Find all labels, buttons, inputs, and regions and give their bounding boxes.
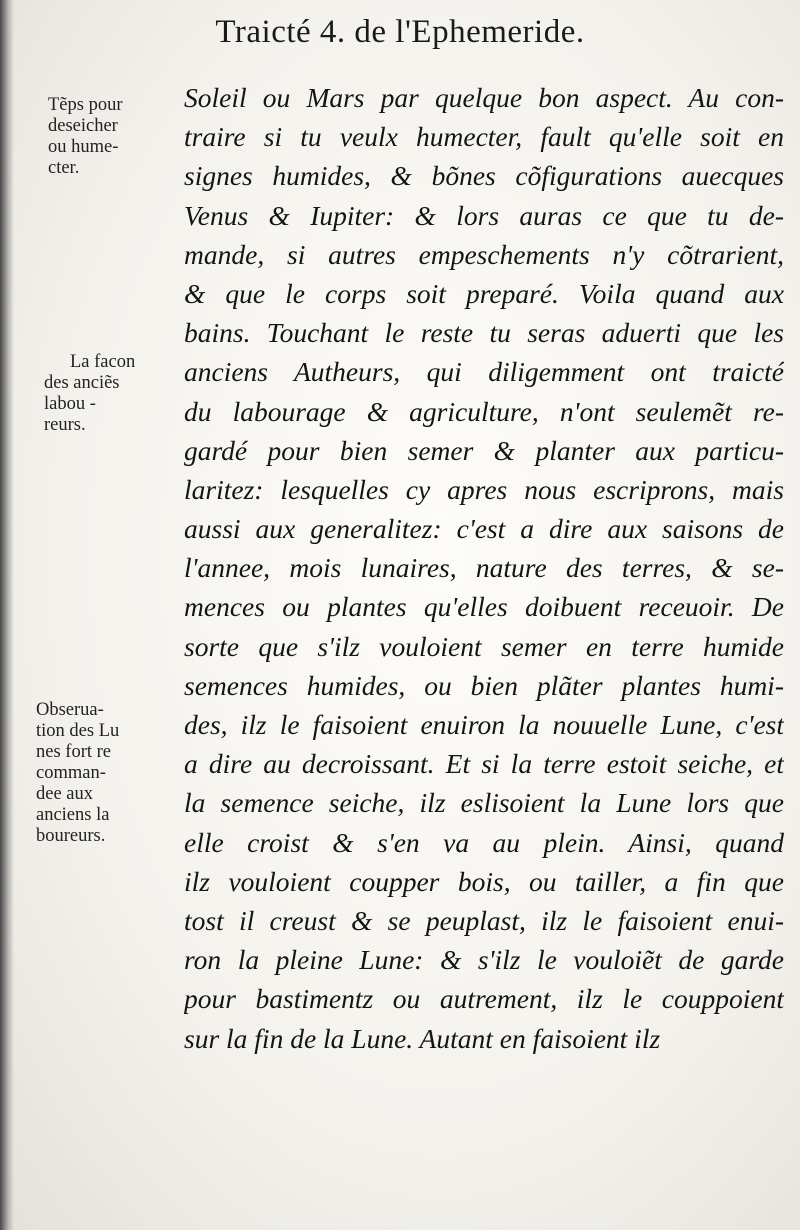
running-head: Traicté 4. de l'Ephemeride. <box>215 14 585 50</box>
text-line: & que le corps soit preparé. Voila quand aux <box>184 277 784 309</box>
margin-note-line: Obserua- <box>36 700 104 720</box>
text-line: anciens Autheurs, qui diligemment ont traicté <box>184 356 784 388</box>
text-line: mences ou plantes qu'elles doibuent receuoir. De <box>184 591 784 623</box>
text-line: la semence seiche, ilz eslisoient la Lune lors que <box>184 787 784 819</box>
margin-note-obseruation <box>36 700 178 847</box>
text-line: signes humides, & bõnes cõfigurations auecques <box>184 160 784 192</box>
text-line: bains. Touchant le reste tu seras aduerti que les <box>184 317 784 349</box>
margin-note-line: dee aux <box>36 784 94 804</box>
text-line: gardé pour bien semer & planter aux particu- <box>184 434 784 466</box>
margin-note-line: deseicher <box>48 116 118 136</box>
margin-note-line: ou hume- <box>48 137 119 157</box>
margin-note-line: nes fort re <box>36 742 111 762</box>
margin-note-line: La facon <box>70 352 136 372</box>
margin-note-line: des anciẽs <box>44 373 120 393</box>
text-line: traire si tu veulx humecter, fault qu'elle soit en <box>184 121 784 153</box>
text-line: a dire au decroissant. Et si la terre estoit seiche, et <box>184 748 784 780</box>
margin-note-temps <box>48 95 178 179</box>
margin-note-line: Tẽps pour <box>48 95 123 115</box>
text-line: ron la pleine Lune: & s'ilz le vouloiẽt de garde <box>184 944 784 976</box>
text-line: semences humides, ou bien plãter plantes humi- <box>184 669 784 701</box>
margin-note-line: anciens la <box>36 805 110 825</box>
text-line: pour bastimentz ou autrement, ilz le couppoient <box>184 983 784 1015</box>
text-line: du labourage & agriculture, n'ont seulemẽt re- <box>184 395 784 427</box>
text-line: Soleil ou Mars par quelque bon aspect. Au con- <box>184 82 784 113</box>
text-line: des, ilz le faisoient enuiron la nouuelle Lune, c'est <box>184 709 784 740</box>
text-line: Venus & Iupiter: & lors auras ce que tu de- <box>184 199 784 231</box>
text-line: tost il creust & se peuplast, ilz le faisoient enui- <box>184 904 784 936</box>
text-line: laritez: lesquelles cy apres nous escriprons, mais <box>184 473 784 505</box>
text-line: l'annee, mois lunaires, nature des terres, & se- <box>184 552 784 584</box>
text-line: sur la fin de la Lune. Autant en faisoient ilz <box>184 1022 661 1054</box>
text-line: elle croist & s'en va au plein. Ainsi, quand <box>184 826 784 858</box>
text-line: aussi aux generalitez: c'est a dire aux saisons de <box>184 513 784 545</box>
body-text <box>184 78 784 1058</box>
margin-note-line: boureurs. <box>36 826 106 846</box>
text-line: ilz vouloient coupper bois, ou tailler, a fin que <box>184 865 784 897</box>
margin-note-line: labou - <box>44 394 96 414</box>
margin-note-line: reurs. <box>44 415 86 435</box>
margin-note-line: comman- <box>36 763 106 783</box>
margin-note-facon <box>44 352 178 436</box>
text-line: sorte que s'ilz vouloient semer en terre humide <box>184 630 784 662</box>
page-gutter-shadow <box>0 0 14 1230</box>
margin-note-line: tion des Lu <box>36 721 120 741</box>
margin-note-line: cter. <box>48 158 80 178</box>
text-line: mande, si autres empeschements n'y cõtrarient, <box>184 238 784 270</box>
